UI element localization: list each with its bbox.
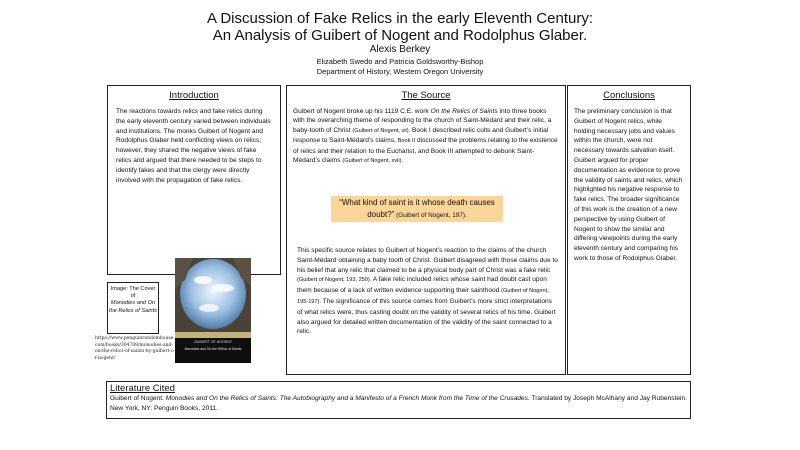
literature-citation <box>107 394 690 414</box>
source-p2-text-a: This specific source relates to Guibert of Nogent’s reaction to the claims of the church Saint-Médard obtaining a baby tooth of Christ. Guibert disagreed with those claims due to his belief that any relic that claimed to be a physical body part of Christ was a fake relic <box>297 247 558 274</box>
quote-citation: (Guibert of Nogent, 197). <box>394 212 467 219</box>
cover-band <box>175 332 251 338</box>
poster-title-line-1: A Discussion of Fake Relics in the early Eleventh Century: <box>206 10 593 27</box>
source-p1-citation-1: (Guibert of Nogent, vii). <box>352 127 411 134</box>
book-cover-image <box>175 258 251 363</box>
conclusions-title: Conclusions <box>603 90 655 101</box>
source-p1-citation-2: (Guibert of Nogent, xvii). <box>342 158 403 165</box>
quote-callout <box>331 196 503 222</box>
source-paragraph-2 <box>297 246 559 337</box>
citation-author: Guibert of Nogent. <box>110 395 166 402</box>
image-caption-box <box>107 282 159 334</box>
department: Department of History, Western Oregon University <box>316 67 484 76</box>
citation-work-title: Monodies and On the Relics of Saints: The Autobiography and a Manifesto of a French Monk from the Time of the Crusades <box>165 395 528 402</box>
source-title: The Source <box>401 90 451 101</box>
source-p1-text-b: into three books with the overarching theme of responding to the church of Saint-Médard and their relic, a baby-tooth of Christ <box>293 108 552 134</box>
conclusions-section <box>567 85 691 375</box>
literature-cited-title: Literature Cited <box>110 383 175 394</box>
quote-text: “What kind of saint is it whose death causes doubt?” <box>339 198 495 219</box>
image-caption-book-title: Monodies and On the Relics of Saints <box>109 300 157 314</box>
introduction-title: Introduction <box>169 90 219 101</box>
source-section <box>286 85 566 375</box>
poster-title-line-2: An Analysis of Guibert of Nogent and Rodolphus Glaber. <box>212 27 588 44</box>
source-p2-citation-2: (Guibert of Nogent, 195-197). <box>297 288 549 305</box>
cover-author: GUIBERT OF NOGENT <box>193 340 233 344</box>
introduction-section <box>107 85 281 275</box>
source-p1-book-2: Book II <box>397 138 416 145</box>
source-p1-text-c: Book I described relic cults and Guibert’s initial response to Saint-Médard’s claims, <box>293 126 549 145</box>
source-p2-citation-1: (Guibert of Nogent, 193, 250). <box>297 277 372 284</box>
source-p1-text-a: Guibert of Nogent broke up his 1119 C.E. work <box>293 108 431 115</box>
citation-publication-info: . Translated by Joseph McAlhany and Jay Rubenstein. New York, NY: Penguin Books, 2011. <box>110 395 687 412</box>
cover-sky-illustration <box>175 258 251 332</box>
source-paragraph-1 <box>287 107 565 166</box>
source-p2-text-b: A fake relic included relics whose saint had doubt cast upon them because of a lack of written evidence supporting their sainthood <box>297 276 547 295</box>
advisors: Elizabeth Swedo and Patricia Goldsworthy-Bishop <box>316 57 484 66</box>
image-source-url[interactable]: https://www.penguinrandomhouse.com/books/304708/monodies-and-on-the-relics-of-saints-by-guibert-of-nogent/ <box>95 336 175 361</box>
source-p2-text-c: The significance of this source comes from Guibert’s more strict interpretations of what relics were, thus casting doubt on the validity of several relics of his time. Guibert also argued for detailed written documentation of the validity of the saint connected to a relic. <box>297 297 556 336</box>
image-caption-label: Image: The Cover of <box>110 286 156 300</box>
cover-title: Monodies and On the Relics of Saints <box>184 347 242 351</box>
source-p1-work-title: On the Relics of Saints <box>430 108 498 115</box>
source-p1-text-d: discussed the problems relating to the existence of relics and their relation to the Eucharist, and Book III attempted to debunk Saint-Médard’s claims <box>293 137 558 165</box>
introduction-text: The reactions towards relics and fake relics during the early eleventh century varied between individuals and institutions. The monks Guibert of Nogent and Rodolphus Glaber held conflicting views on relics; however, they shared the negative views of fake relics and argued that there needed to be steps to identify fakes and that the clergy were directly involved with the propagation of fake relics. <box>116 108 271 184</box>
author-name: Alexis Berkey <box>369 44 431 55</box>
conclusions-text: The preliminary conclusion is that Guibert of Nogent relics, while holding necessary jobs and values within the church, were not necessary towards salvation itself. Guibert argued for proper documentation as evidence to prove the validity of saints and relics, which highlighted his negative response to fake relics. The broader significance of this work is the creation of a new perspective by using Guibert of Nogent to show the similar and differing viewpoints during the early eleventh century and comparing his work to those of Rodolphus Glaber. <box>574 108 683 262</box>
literature-cited-section <box>106 381 691 419</box>
